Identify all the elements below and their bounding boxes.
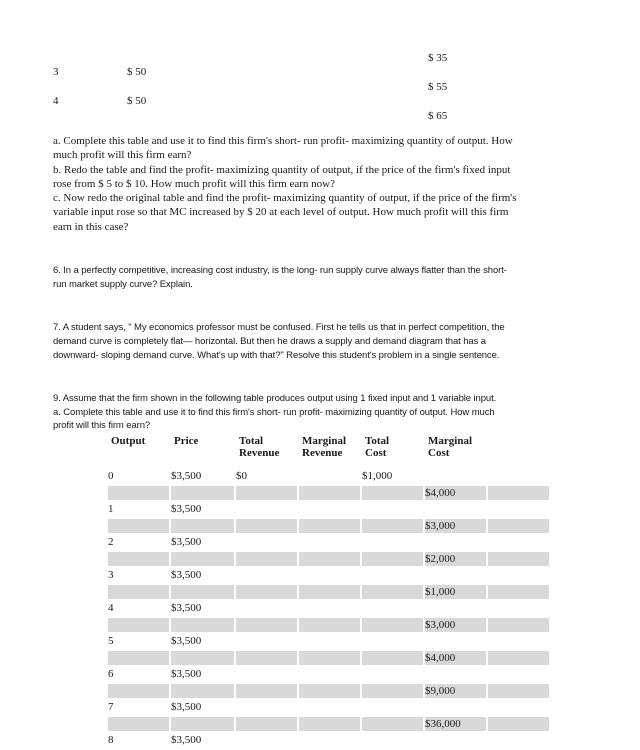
output-cell: 6 xyxy=(108,667,169,682)
table-row xyxy=(108,667,549,682)
question-9-text xyxy=(53,392,583,433)
table-row xyxy=(108,634,549,649)
marginal-blank-cell xyxy=(236,684,297,698)
marginal-blank-cell xyxy=(108,486,169,500)
marginal-blank-cell xyxy=(362,717,423,731)
question-7-text xyxy=(53,321,583,362)
marginal-cost-cell xyxy=(425,469,486,484)
marginal-blank-cell xyxy=(299,618,360,632)
marginal-blank-cell xyxy=(171,618,234,632)
marginal-row xyxy=(108,618,549,632)
marginal-cost-cell xyxy=(425,601,486,616)
table-row xyxy=(108,568,549,583)
question-5-text xyxy=(53,134,583,234)
q7-line: demand curve is completely flat— horizontal. But then he draws a supply and demand diagram that has a xyxy=(53,335,486,347)
price-cell: $3,500 xyxy=(171,535,234,550)
blank-cell xyxy=(488,568,549,583)
price-cell: $3,500 xyxy=(171,469,234,484)
marginal-blank-cell xyxy=(299,585,360,599)
marginal-row xyxy=(108,486,549,500)
price-cell: $3,500 xyxy=(171,700,234,715)
marginal-revenue-cell xyxy=(299,469,360,484)
total-revenue-cell xyxy=(236,502,297,517)
marginal-blank-cell xyxy=(488,618,549,632)
marginal-row xyxy=(108,585,549,599)
marginal-cost-value: $2,000 xyxy=(425,552,486,566)
top-table-cost-65: $ 65 xyxy=(428,110,448,122)
marginal-cost-cell xyxy=(425,667,486,682)
marginal-blank-cell xyxy=(108,684,169,698)
marginal-revenue-cell xyxy=(299,634,360,649)
marginal-blank-cell xyxy=(488,717,549,731)
total-revenue-cell xyxy=(236,601,297,616)
marginal-blank-cell xyxy=(108,552,169,566)
marginal-blank-cell xyxy=(171,585,234,599)
top-table-price-3: $ 50 xyxy=(127,66,147,78)
marginal-blank-cell xyxy=(108,585,169,599)
marginal-row xyxy=(108,717,549,731)
marginal-revenue-cell xyxy=(299,568,360,583)
total-cost-cell xyxy=(362,535,423,550)
q7-line: downward- sloping demand curve. What's up with that?" Resolve this student's problem in a single sentence. xyxy=(53,349,500,361)
total-revenue-cell xyxy=(236,568,297,583)
table-row xyxy=(108,601,549,616)
table-header-row xyxy=(108,434,549,467)
marginal-blank-cell xyxy=(236,585,297,599)
marginal-cost-value: $36,000 xyxy=(425,717,486,731)
q7-line: 7. A student says, " My economics professor must be confused. First he tells us that in perfect competition, the xyxy=(53,322,505,333)
marginal-blank-cell xyxy=(362,585,423,599)
marginal-cost-cell xyxy=(425,502,486,517)
top-table-output-4: 4 xyxy=(53,95,59,107)
price-cell: $3,500 xyxy=(171,634,234,649)
table-body xyxy=(108,469,549,748)
q9-line: profit will this firm earn? xyxy=(53,420,151,431)
output-cell: 8 xyxy=(108,733,169,748)
price-cell: $3,500 xyxy=(171,667,234,682)
marginal-revenue-cell xyxy=(299,535,360,550)
marginal-row xyxy=(108,684,549,698)
marginal-blank-cell xyxy=(488,651,549,665)
table-row xyxy=(108,535,549,550)
marginal-revenue-cell xyxy=(299,700,360,715)
table-row xyxy=(108,469,549,484)
q5-line: rose from $ 5 to $ 10. How much profit will this firm earn now? xyxy=(53,177,335,190)
blank-cell xyxy=(488,700,549,715)
q5-line: c. Now redo the original table and find the profit- maximizing quantity of output, if the price of the firm's xyxy=(53,192,517,205)
marginal-blank-cell xyxy=(488,552,549,566)
header-marginal-revenue: Marginal Revenue xyxy=(299,434,360,467)
marginal-cost-cell xyxy=(425,700,486,715)
marginal-cost-cell xyxy=(425,568,486,583)
marginal-blank-cell xyxy=(299,651,360,665)
price-cell: $3,500 xyxy=(171,568,234,583)
blank-cell xyxy=(488,634,549,649)
marginal-blank-cell xyxy=(362,684,423,698)
marginal-revenue-cell xyxy=(299,667,360,682)
q5-line: much profit will this firm earn? xyxy=(53,149,192,162)
marginal-blank-cell xyxy=(362,486,423,500)
marginal-blank-cell xyxy=(299,552,360,566)
total-cost-cell: $1,000 xyxy=(362,469,423,484)
price-cell: $3,500 xyxy=(171,733,234,748)
q9-line: 9. Assume that the firm shown in the following table produces output using 1 fixed input and 1 variable input. xyxy=(53,393,497,404)
marginal-cost-value: $4,000 xyxy=(425,651,486,665)
top-table-price-4: $ 50 xyxy=(127,95,147,107)
marginal-blank-cell xyxy=(488,486,549,500)
marginal-row xyxy=(108,519,549,533)
total-cost-cell xyxy=(362,502,423,517)
blank-cell xyxy=(488,667,549,682)
marginal-cost-value: $3,000 xyxy=(425,618,486,632)
marginal-blank-cell xyxy=(171,684,234,698)
total-revenue-cell xyxy=(236,634,297,649)
marginal-revenue-cell xyxy=(299,601,360,616)
marginal-row xyxy=(108,651,549,665)
q5-line: earn in this case? xyxy=(53,220,129,233)
blank-cell xyxy=(488,535,549,550)
top-table-output-3: 3 xyxy=(53,66,59,78)
marginal-cost-cell xyxy=(425,634,486,649)
output-cell: 3 xyxy=(108,568,169,583)
header-total-revenue: Total Revenue xyxy=(236,434,297,467)
header-blank xyxy=(488,434,549,467)
marginal-cost-value: $4,000 xyxy=(425,486,486,500)
top-table-cost-55: $ 55 xyxy=(428,81,448,93)
marginal-blank-cell xyxy=(299,717,360,731)
blank-cell xyxy=(488,502,549,517)
marginal-blank-cell xyxy=(362,519,423,533)
marginal-blank-cell xyxy=(236,618,297,632)
blank-cell xyxy=(488,601,549,616)
q5-line: variable input rose so that MC increased by $ 20 at each level of output. How much profit will this firm xyxy=(53,206,509,219)
total-revenue-cell: $0 xyxy=(236,469,297,484)
output-cell: 5 xyxy=(108,634,169,649)
price-cell: $3,500 xyxy=(171,601,234,616)
q5-line: a. Complete this table and use it to find this firm's short- run profit- maximizing quantity of output. How xyxy=(53,135,513,147)
marginal-blank-cell xyxy=(236,651,297,665)
marginal-blank-cell xyxy=(236,552,297,566)
top-table-cost-35: $ 35 xyxy=(428,52,448,64)
q5-line: b. Redo the table and find the profit- maximizing quantity of output, if the price of the firm's fixed input xyxy=(53,163,511,176)
marginal-blank-cell xyxy=(488,585,549,599)
total-cost-cell xyxy=(362,601,423,616)
marginal-blank-cell xyxy=(236,486,297,500)
table-row xyxy=(108,502,549,517)
marginal-blank-cell xyxy=(108,618,169,632)
total-revenue-cell xyxy=(236,700,297,715)
marginal-blank-cell xyxy=(236,519,297,533)
output-cell: 4 xyxy=(108,601,169,616)
header-output: Output xyxy=(108,434,169,467)
marginal-cost-value: $1,000 xyxy=(425,585,486,599)
marginal-blank-cell xyxy=(488,684,549,698)
marginal-revenue-cell xyxy=(299,502,360,517)
output-cell: 1 xyxy=(108,502,169,517)
marginal-row xyxy=(108,552,549,566)
marginal-cost-cell xyxy=(425,535,486,550)
output-cell: 0 xyxy=(108,469,169,484)
question-6-text xyxy=(53,264,583,292)
header-total-cost: Total Cost xyxy=(362,434,423,467)
table-row xyxy=(108,700,549,715)
marginal-blank-cell xyxy=(236,717,297,731)
q6-line: 6. In a perfectly competitive, increasing cost industry, is the long- run supply curve always flatter than the short- xyxy=(53,265,507,276)
q6-line: run market supply curve? Explain. xyxy=(53,278,193,290)
q9-line: a. Complete this table and use it to find this firm's short- run profit- maximizing quantity of output. How much xyxy=(53,406,495,418)
total-cost-cell xyxy=(362,568,423,583)
marginal-blank-cell xyxy=(108,651,169,665)
blank-cell xyxy=(488,469,549,484)
marginal-blank-cell xyxy=(299,684,360,698)
marginal-blank-cell xyxy=(299,486,360,500)
total-revenue-cell xyxy=(236,535,297,550)
marginal-blank-cell xyxy=(299,519,360,533)
marginal-cost-value: $3,000 xyxy=(425,519,486,533)
marginal-blank-cell xyxy=(108,519,169,533)
price-cell: $3,500 xyxy=(171,502,234,517)
output-cell: 7 xyxy=(108,700,169,715)
total-revenue-cell xyxy=(236,667,297,682)
marginal-blank-cell xyxy=(362,618,423,632)
total-cost-cell xyxy=(362,700,423,715)
marginal-blank-cell xyxy=(488,519,549,533)
output-cell: 2 xyxy=(108,535,169,550)
marginal-cost-value: $9,000 xyxy=(425,684,486,698)
marginal-blank-cell xyxy=(171,651,234,665)
marginal-blank-cell xyxy=(171,486,234,500)
header-marginal-cost: Marginal Cost xyxy=(425,434,486,467)
marginal-blank-cell xyxy=(362,552,423,566)
marginal-blank-cell xyxy=(108,717,169,731)
marginal-blank-cell xyxy=(362,651,423,665)
total-cost-cell xyxy=(362,634,423,649)
header-price: Price xyxy=(171,434,234,467)
marginal-blank-cell xyxy=(171,519,234,533)
total-cost-cell xyxy=(362,667,423,682)
cost-revenue-table xyxy=(106,432,551,750)
marginal-blank-cell xyxy=(171,552,234,566)
marginal-blank-cell xyxy=(171,717,234,731)
